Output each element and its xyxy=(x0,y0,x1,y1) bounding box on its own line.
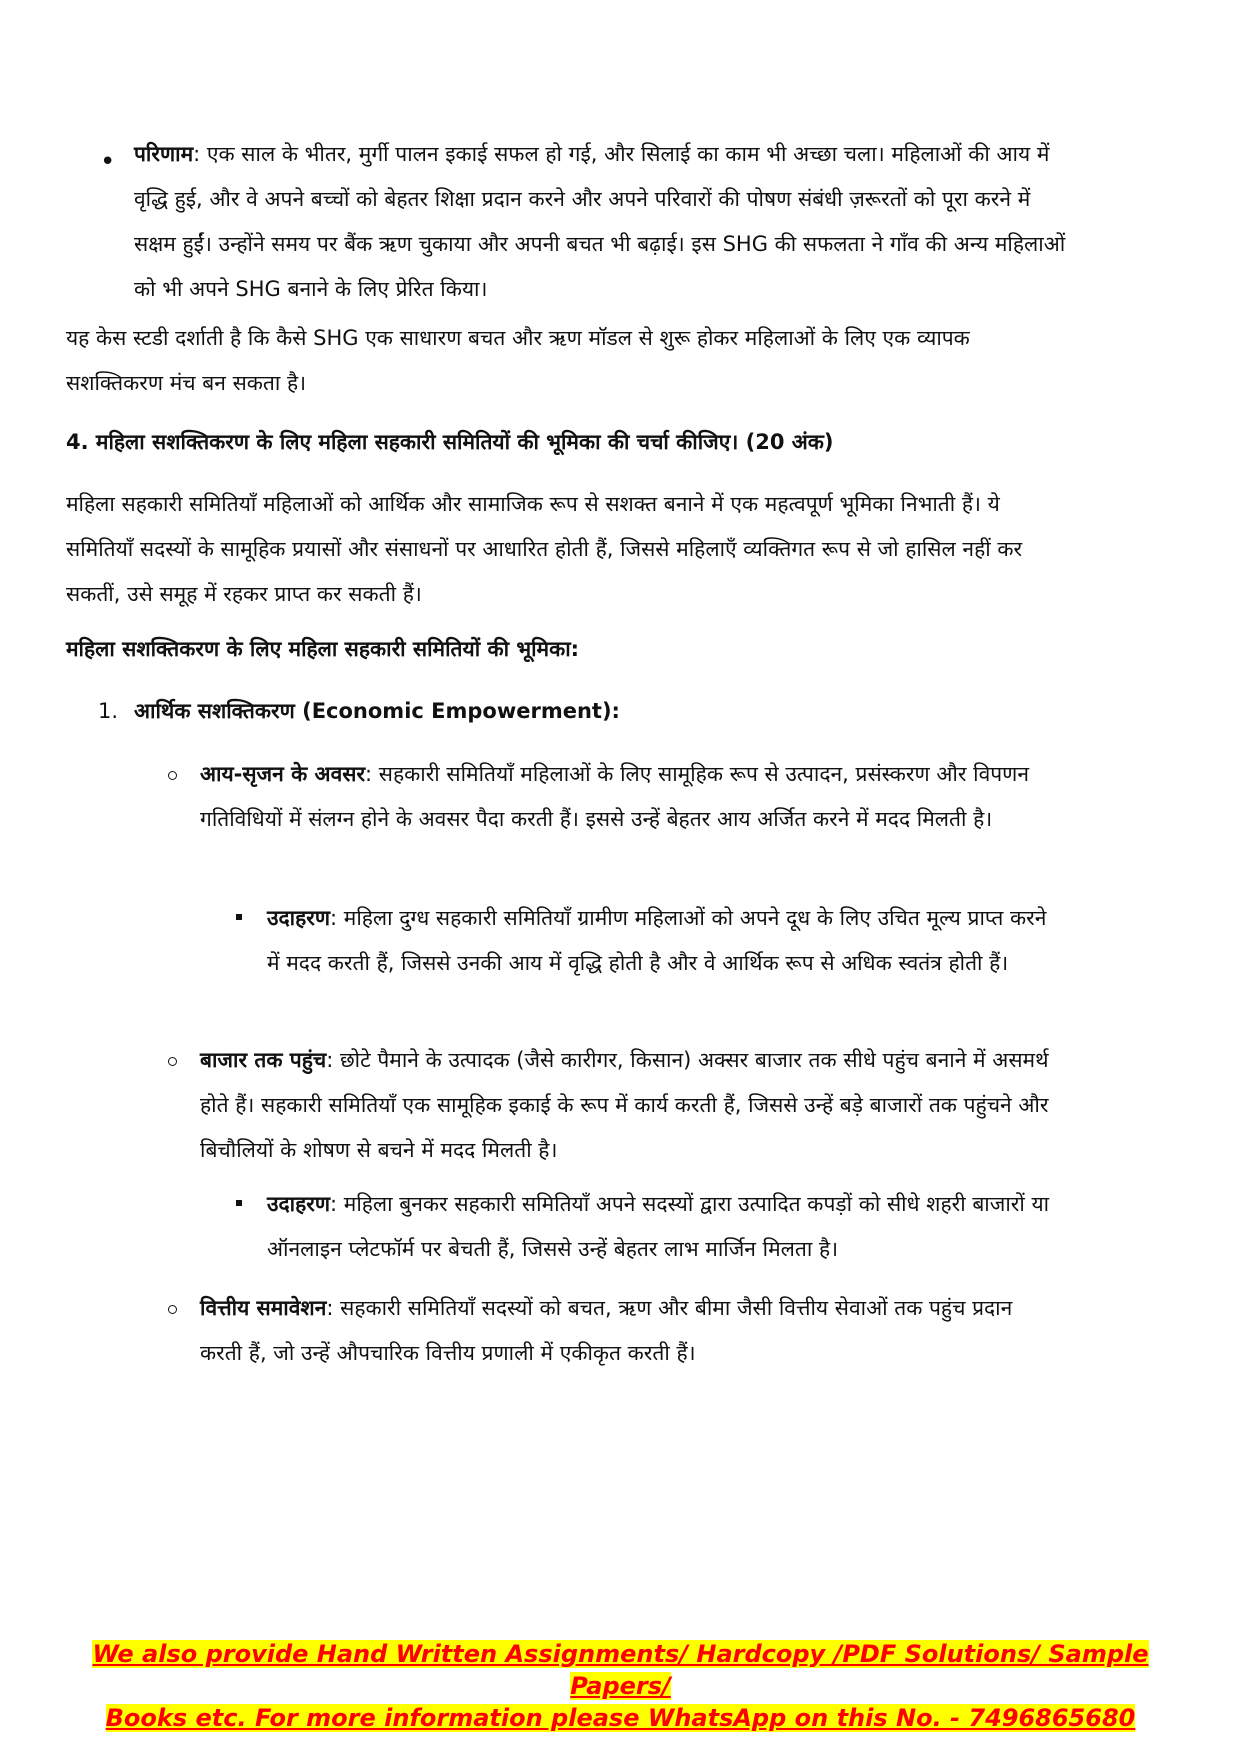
market-access-text: : छोटे पैमाने के उत्पादक (जैसे कारीगर, किसान) अक्सर बाजार तक सीधे पहुंच बनाने में असमर्थ होते हैं। सहकारी समितियाँ एक सामूहिक इकाई के रूप में कार्य करती हैं, जिससे उन्हें बड़े बाजारों तक पहुंचने और बिचौलियों के शोषण से बचने में मदद मिलती है। xyxy=(200,1048,1049,1162)
intro-paragraph: महिला सहकारी समितियाँ महिलाओं को आर्थिक और सामाजिक रूप से सशक्त बनाने में एक महत्वपूर्ण भूमिका निभाती हैं। ये समितियाँ सदस्यों के सामूहिक प्रयासों और संसाधनों पर आधारित होती हैं, जिससे महिलाएँ व्यक्तिगत रूप से जो हासिल नहीं कर सकतीं, उसे समूह में रहकर प्राप्त कर सकती हैं। xyxy=(66,492,1023,606)
section-heading: महिला सशक्तिकरण के लिए महिला सहकारी समितियों की भूमिका: xyxy=(66,637,580,661)
result-bullet xyxy=(134,132,1069,312)
dairy-example-term: उदाहरण xyxy=(267,906,331,930)
income-opportunities-item xyxy=(200,752,1060,842)
result-term: परिणाम xyxy=(134,142,194,166)
result-text: : एक साल के भीतर, मुर्गी पालन इकाई सफल हो गई, और सिलाई का काम भी अच्छा चला। महिलाओं की आय में वृद्धि हुई, और वे अपने बच्चों को बेहतर शिक्षा प्रदान करने और अपने परिवारों की पोषण संबंधी ज़रूरतों को पूरा करने में सक्षम हुईं। उन्होंने समय पर बैंक ऋण चुकाया और अपनी बचत भी बढ़ाई। इस SHG की सफलता ने गाँव की अन्य महिलाओं को भी अपने SHG बनाने के लिए प्रेरित किया। xyxy=(134,142,1066,301)
case-study-paragraph: यह केस स्टडी दर्शाती है कि कैसे SHG एक साधारण बचत और ऋण मॉडल से शुरू होकर महिलाओं के लिए एक व्यापक सशक्तिकरण मंच बन सकता है। xyxy=(66,326,970,395)
financial-inclusion-text: : सहकारी समितियाँ सदस्यों को बचत, ऋण और बीमा जैसी वित्तीय सेवाओं तक पहुंच प्रदान करती हैं, जो उन्हें औपचारिक वित्तीय प्रणाली में एकीकृत करती हैं। xyxy=(200,1296,1013,1365)
promo-footer-line2: Books etc. For more information please WhatsApp on this No. - 7496865680 xyxy=(105,1704,1136,1732)
square-bullet-marker xyxy=(236,1200,242,1206)
dairy-example-text: : महिला दुग्ध सहकारी समितियाँ ग्रामीण महिलाओं को अपने दूध के लिए उचित मूल्य प्राप्त करने में मदद करती हैं, जिससे उनकी आय में वृद्धि होती है और वे आर्थिक रूप से अधिक स्वतंत्र होती हैं। xyxy=(267,906,1047,975)
market-access-item xyxy=(200,1038,1060,1173)
economic-empowerment-title: आर्थिक सशक्तिकरण (Economic Empowerment): xyxy=(134,699,620,723)
financial-inclusion-term: वित्तीय समावेशन xyxy=(200,1296,327,1320)
weaver-example-item xyxy=(267,1182,1052,1272)
square-bullet-marker xyxy=(236,914,242,920)
list-number: 1. xyxy=(98,699,119,723)
income-opportunities-term: आय-सृजन के अवसर xyxy=(200,762,366,786)
circle-bullet-marker xyxy=(168,1305,177,1314)
circle-bullet-marker xyxy=(168,771,177,780)
circle-bullet-marker xyxy=(168,1057,177,1066)
weaver-example-term: उदाहरण xyxy=(267,1192,331,1216)
financial-inclusion-item xyxy=(200,1286,1060,1376)
dairy-example-item xyxy=(267,896,1052,986)
promo-footer xyxy=(60,1638,1181,1734)
promo-footer-line1: We also provide Hand Written Assignments/ Hardcopy /PDF Solutions/ Sample Papers/ xyxy=(92,1640,1149,1700)
weaver-example-text: : महिला बुनकर सहकारी समितियाँ अपने सदस्यों द्वारा उत्पादित कपड़ों को सीधे शहरी बाजारों या ऑनलाइन प्लेटफॉर्म पर बेचती हैं, जिससे उन्हें बेहतर लाभ मार्जिन मिलता है। xyxy=(267,1192,1050,1261)
bullet-marker: • xyxy=(100,147,116,177)
market-access-term: बाजार तक पहुंच xyxy=(200,1048,327,1072)
income-opportunities-text: : सहकारी समितियाँ महिलाओं के लिए सामूहिक रूप से उत्पादन, प्रसंस्करण और विपणन गतिविधियों में संलग्न होने के अवसर पैदा करती हैं। इससे उन्हें बेहतर आय अर्जित करने में मदद मिलती है। xyxy=(200,762,1030,831)
question-heading: 4. महिला सशक्तिकरण के लिए महिला सहकारी समितियों की भूमिका की चर्चा कीजिए। (20 अंक) xyxy=(66,430,834,454)
